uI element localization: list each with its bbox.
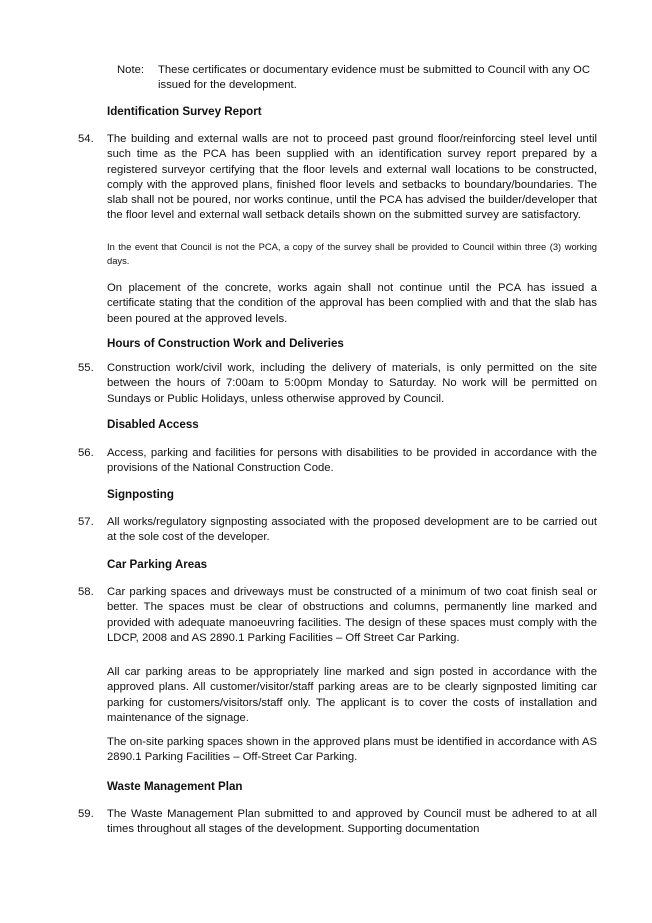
clause-54-note: In the event that Council is not the PCA, a copy of the survey shall be provided to Council within three (3) working days. [107,241,597,266]
note [117,63,597,94]
note-text: These certificates or documentary evidence must be submitted to Council with any OC issued for the development. [158,64,590,92]
clause-text: Access, parking and facilities for persons with disabilities to be provided in accordance with the provisions of the National Construction Code. [107,447,597,475]
section-heading-identification-survey: Identification Survey Report [107,105,262,118]
clause-text: The Waste Management Plan submitted to and approved by Council must be adhered to at all times throughout all stages of the development. Supporting documentation [107,808,597,836]
section-heading-car-parking: Car Parking Areas [107,558,208,571]
clause-59 [78,807,598,838]
clause-text: Construction work/civil work, including the delivery of materials, is only permitted on the site between the hours of 7:00am to 5:00pm Monday to Saturday. No work will be permitted on Sundays or Public Holidays, unless otherwise approved by Council. [107,362,597,405]
clause-54-paragraph-2: On placement of the concrete, works again shall not continue until the PCA has issued a certificate stating that the condition of the approval has been complied with and that the slab has been poured at the approved levels. [107,282,597,325]
clause-54 [78,132,598,224]
clause-number: 57. [78,516,94,528]
section-heading-disabled-access: Disabled Access [107,418,199,431]
clause-58-paragraph-2: All car parking areas to be appropriately line marked and sign posted in accordance with the approved plans. All customer/visitor/staff parking areas are to be clearly signposted limiting car parking for customers/visitors/staff only. The applicant is to cover the costs of installation and maintenance of the signage. [107,666,597,724]
clause-56 [78,446,598,477]
clause-text: Car parking spaces and driveways must be constructed of a minimum of two coat finish seal or better. The spaces must be clear of obstructions and columns, permanently line marked and provided with adequate manoeuvring facilities. The design of these spaces must comply with the LDCP, 2008 and AS 2890.1 Parking Facilities – Off Street Car Parking. [107,586,597,644]
note-label: Note: [117,64,145,76]
clause-57 [78,515,598,546]
clause-number: 55. [78,362,94,374]
clause-number: 59. [78,808,94,820]
clause-number: 56. [78,447,94,459]
clause-number: 58. [78,586,94,598]
clause-58-paragraph-3: The on-site parking spaces shown in the approved plans must be identified in accordance with AS 2890.1 Parking Facilities – Off-Street Car Parking. [107,736,597,764]
clause-number: 54. [78,133,94,145]
clause-text: The building and external walls are not to proceed past ground floor/reinforcing steel level until such time as the PCA has been supplied with an identification survey report prepared by a registered surveyor certifying that the floor levels and external wall locations to be constructed, comply with the approved plans, finished floor levels and setbacks to boundary/boundaries. The slab shall not be poured, nor works continue, until the PCA has advised the builder/developer that the floor level and external wall setback details shown on the submitted survey are satisfactory. [107,133,597,222]
clause-58 [78,585,598,646]
section-heading-signposting: Signposting [107,488,174,501]
clause-text: All works/regulatory signposting associated with the proposed development are to be carried out at the sole cost of the developer. [107,516,597,544]
clause-55 [78,361,598,407]
section-heading-hours: Hours of Construction Work and Deliveries [107,337,344,350]
section-heading-waste: Waste Management Plan [107,780,243,793]
